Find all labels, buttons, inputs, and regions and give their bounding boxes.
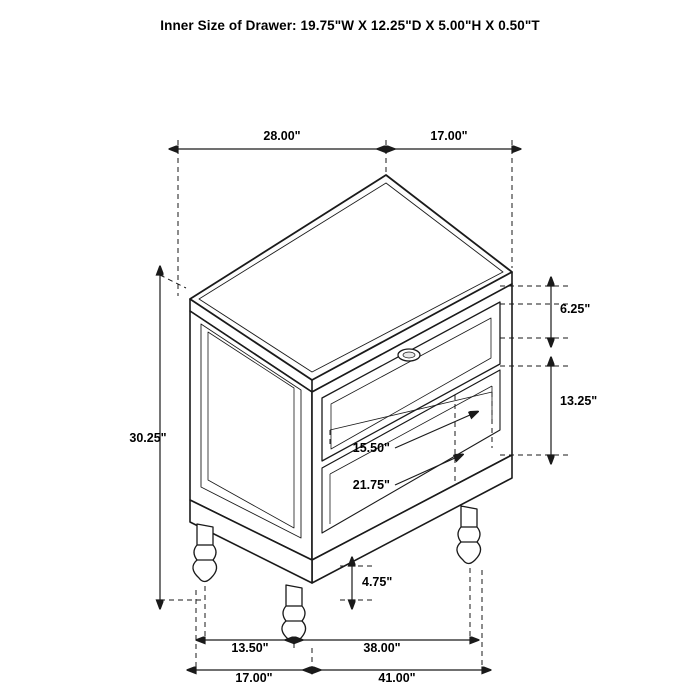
label-inner-side-depth: 21.75" <box>352 478 390 492</box>
label-inner-opening-width: 15.50" <box>352 441 390 455</box>
ext-height-top <box>160 275 186 288</box>
leg-right <box>457 506 481 564</box>
label-drawer-to-shelf: 13.25" <box>560 394 598 408</box>
label-overall-height: 30.25" <box>129 431 167 445</box>
label-drawer-top-gap: 6.25" <box>560 302 591 316</box>
label-base-front-width: 13.50" <box>231 641 269 655</box>
label-bottom-side-depth: 41.00" <box>378 671 416 685</box>
label-leg-height: 4.75" <box>362 575 393 589</box>
label-top-depth: 28.00" <box>263 129 301 143</box>
drawer-pull-inner <box>403 352 415 358</box>
leg-front-left <box>193 524 217 582</box>
page-title: Inner Size of Drawer: 19.75"W X 12.25"D X 5.00"H X 0.50"T <box>160 18 540 33</box>
label-top-width: 17.00" <box>430 129 468 143</box>
label-base-side-depth: 38.00" <box>363 641 401 655</box>
leg-front-center <box>282 585 306 643</box>
nightstand-illustration <box>190 175 512 643</box>
label-bottom-front-width: 17.00" <box>235 671 273 685</box>
